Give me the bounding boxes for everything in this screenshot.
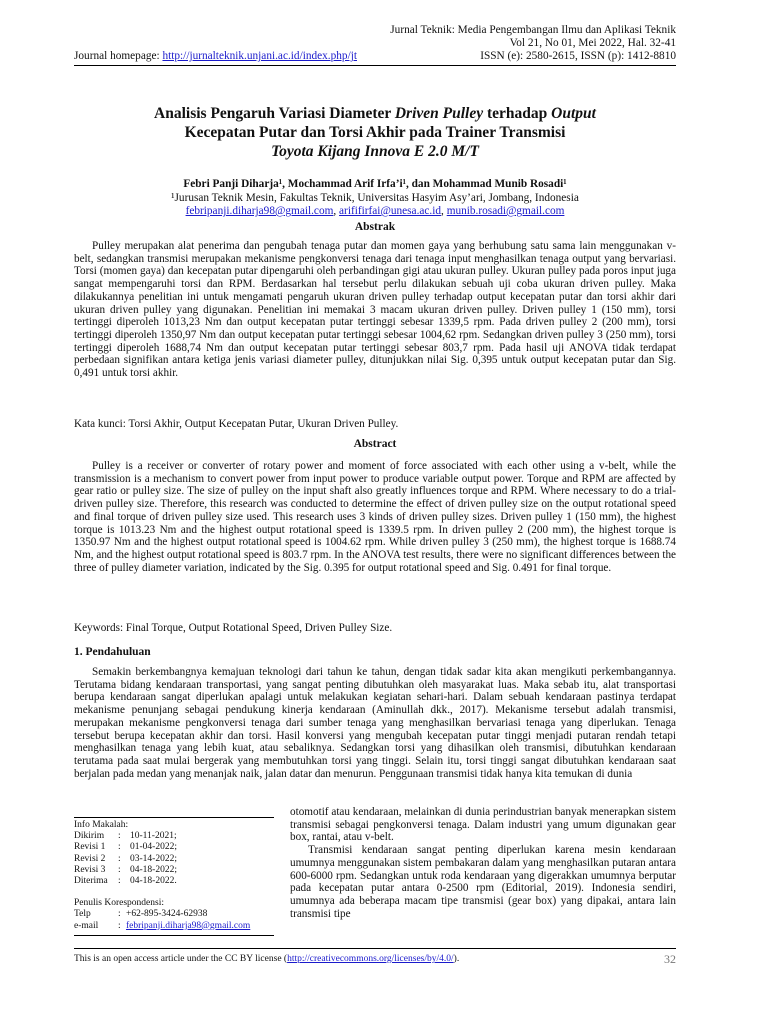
license-link[interactable]: http://creativecommons.org/licenses/by/4.0/ bbox=[287, 954, 454, 964]
info-value: 03-14-2022; bbox=[130, 853, 177, 864]
header-divider bbox=[74, 65, 676, 66]
title-text: Analisis Pengaruh Variasi Diameter bbox=[154, 105, 395, 122]
issn-info: ISSN (e): 2580-2615, ISSN (p): 1412-8810 bbox=[480, 50, 676, 62]
intro-paragraph-1: Semakin berkembangnya kemajuan teknologi dari tahun ke tahun, dengan tidak sadar kita akan mengikuti perkembangannya. Terutama bidang kendaraan transportasi, yang sangat penting dibutuhkan oleh masyarakat luas. Maka sebab itu, alat transportasi berupa kendaraan sangat diperlukan apalagi untuk melakukan kegiatan sehari-hari. Dalam sebuah kendaraan pastinya terdapat mekanisme penunjang sebagai pendukung kinerja kendaraan (Aminullah dkk., 2017). Mekanisme tersebut adalah transmisi, merupakan mekanisme pengkonversi tenaga dari sumber tenaga yang menghasilkan bervariasi tenaga yang diperlukan. Tenaga tersebut berupa kecepatan akhir dan torsi. Hasil konversi yang mengubah kecepatan putar tinggi menjadi putaran rendah tetapi menghasilkan tenaga yang lebih kuat, atau sebaliknya. Sedangkan torsi yang dihasilkan oleh transmisi, dibutuhkan kendaraan terutama pada saat mulai bergerak yang membutuhkan torsi yang tinggi. Selain itu, torsi tinggi sangat dibutuhkan kendaraan saat berjalan pada medan yang menanjak naik, jalan datar dan menurun. Penggunaan transmisi tidak hanya kita temukan di dunia bbox=[74, 666, 676, 780]
info-colon: : bbox=[118, 864, 121, 875]
info-row bbox=[74, 921, 250, 932]
keywords: Keywords: Final Torque, Output Rotational Speed, Driven Pulley Size. bbox=[74, 622, 393, 634]
license-text: This is an open access article under the CC BY license ( bbox=[74, 954, 288, 964]
info-row bbox=[74, 842, 177, 853]
info-colon: : bbox=[118, 920, 121, 931]
intro-right-column bbox=[290, 806, 676, 920]
info-colon: : bbox=[118, 909, 121, 920]
info-value: 04-18-2022; bbox=[130, 864, 177, 875]
info-divider bbox=[74, 817, 274, 818]
info-label: Diterima bbox=[74, 876, 108, 887]
title-italic: Output bbox=[551, 105, 596, 122]
license-text: ). bbox=[453, 954, 460, 964]
author-emails bbox=[74, 205, 676, 218]
info-value: 01-04-2022; bbox=[130, 842, 177, 853]
info-row bbox=[74, 854, 177, 865]
correspondence-table bbox=[74, 909, 250, 931]
article-info-box bbox=[74, 817, 274, 938]
affiliation: ¹Jurusan Teknik Mesin, Fakultas Teknik, Universitas Hasyim Asy’ari, Jombang, Indonesia bbox=[171, 192, 579, 204]
footer-divider bbox=[74, 948, 676, 949]
intro-paragraph-1-cont: otomotif atau kendaraan, melainkan di dunia perindustrian banyak menerapkan sistem transmisi sebagai pengkonversi tenaga. Dalam industri yang umum digunakan gear box, rantai, atau v-belt. bbox=[290, 806, 676, 844]
info-label: Revisi 3 bbox=[74, 864, 106, 875]
info-label: Revisi 1 bbox=[74, 842, 106, 853]
info-label: Telp bbox=[74, 909, 91, 920]
homepage-link[interactable]: http://jurnalteknik.unjani.ac.id/index.php/jt bbox=[162, 50, 357, 62]
abstract-heading: Abstract bbox=[353, 438, 397, 450]
info-label: Dikirim bbox=[74, 831, 105, 842]
email-link-1[interactable]: febripanji.diharja98@gmail.com bbox=[185, 205, 334, 217]
title-italic: Driven Pulley bbox=[394, 105, 484, 122]
info-dates-table bbox=[74, 831, 177, 887]
email-link-3[interactable]: munib.rosadi@gmail.com bbox=[446, 205, 565, 217]
phone-number: +62-895-3424-62938 bbox=[126, 909, 208, 920]
intro-paragraph-2: Transmisi kendaraan sangat penting diperlukan karena mesin kendaraan umumnya menggunakan sistem pembakaran dalam yang menghasilkan putaran antara 600-6000 rpm. Sedangkan untuk roda kendaraan yang digerakkan umumnya berputar pada kecepatan putar antara 0-2500 rpm (Editorial, 2019). Indonesia sendiri, umumnya ada beberapa macam tipe transmisi (gear box) yang dipakai, antara lain transmisi tipe bbox=[290, 844, 676, 920]
correspondence-title: Penulis Korespondensi: bbox=[74, 898, 164, 909]
info-row bbox=[74, 909, 250, 920]
info-colon: : bbox=[118, 831, 121, 842]
kata-kunci: Kata kunci: Torsi Akhir, Output Kecepatan Putar, Ukuran Driven Pulley. bbox=[74, 418, 399, 430]
section-heading: 1. Pendahuluan bbox=[74, 646, 151, 658]
email-link-2[interactable]: arififirfai@unesa.ac.id bbox=[339, 205, 442, 217]
info-row bbox=[74, 876, 177, 887]
paper-title bbox=[74, 104, 676, 161]
abstrak-heading: Abstrak bbox=[354, 221, 396, 233]
correspondence-email-link[interactable]: febripanji.diharja98@gmail.com bbox=[126, 920, 251, 931]
info-label: e-mail bbox=[74, 920, 99, 931]
separator: , bbox=[333, 205, 340, 217]
title-line-2: Kecepatan Putar dan Torsi Akhir pada Trainer Transmisi bbox=[184, 124, 566, 141]
info-row bbox=[74, 831, 177, 842]
abstract-body: Pulley is a receiver or converter of rotary power and moment of force associated with each other using a v-belt, while the transmission is a mechanism to convert power from input power to produce variable output power. Torque and RPM are affected by gear ratio or pulley size. The size of pulley on the input shaft also greatly influences torque and RPM. Where necessary to do a trial-driven pulley size. Therefore, this research was conducted to determine the effect of driven pulley size on the output rotational speed and final torque of driven pulley size used. This research uses 3 kinds of driven pulley sizes. Driven pulley 1 (150 mm), the highest torque is 1013.23 Nm and the highest output rotational speed is 1339.5 rpm. In driven pulley 2 (200 mm), the highest torque is 1350.97 Nm and the highest output rotational speed is 1004.62 rpm. While driven pulley 3 (250 mm), the highest torque is 1688.74 Nm, and the highest output rotational speed is 803.7 rpm. In the ANOVA test results, there were no significant differences between the three of pulley diameter variation, indicated by the Sig. 0.395 for output rotational speed and Sig. 0.491 for final torque. bbox=[74, 460, 677, 574]
info-colon: : bbox=[118, 842, 121, 853]
title-line-3: Toyota Kijang Innova E 2.0 M/T bbox=[271, 143, 479, 160]
abstrak-body: Pulley merupakan alat penerima dan pengubah tenaga putar dan momen gaya yang berhubung satu sama lain menggunakan v-belt, sedangkan transmisi merupakan mekanisme pengkonversi tenaga dari tenaga input menghasilkan tenaga output yang bervariasi. Torsi (momen gaya) dan kecepatan putar dipengaruhi oleh perbandingan gigi atau ukuran pulley. Ukuran pulley pada poros input juga sangat mempengaruhi torsi dan RPM. Berdasarkan hal tersebut perlu dilakukan sebuah uji coba ukuran driven pulley. Maka dilakukannya penelitian ini untuk mengamati pengaruh ukuran driven pulley terhadap output kecepatan putar dan torsi akhir dari ukuran driven pulley yang digunakan. Penelitian ini memakai 3 macam ukuran driven pulley. Driven pulley 1 (150 mm), torsi tertinggi diperoleh 1013,23 Nm dan output kecepatan putar tertinggi sebesar 1339,5 rpm. Pada driven pulley 2 (200 mm), torsi tertinggi diperoleh 1350,97 Nm dan output kecepatan putar tertinggi sebesar 1004,62 rpm. Sedangkan driven pulley 3 (250 mm), torsi tertinggi diperoleh 1688,74 Nm dan output kecepatan putar tertinggi sebesar 803,7 rpm. Pada hasil uji ANOVA tidak terdapat perbedaan signifikan antara ketiga jenis variasi diameter pulley, ditunjukkan nilai Sig. 0,395 untuk output kecepatan putar dan Sig. 0,491 untuk torsi akhir. bbox=[74, 240, 676, 380]
info-row bbox=[74, 865, 177, 876]
info-colon: : bbox=[118, 853, 121, 864]
info-colon: : bbox=[118, 876, 121, 887]
volume-info: Vol 21, No 01, Mei 2022, Hal. 32-41 bbox=[509, 37, 676, 49]
journal-name: Jurnal Teknik: Media Pengembangan Ilmu dan Aplikasi Teknik bbox=[390, 24, 676, 36]
separator: , bbox=[441, 205, 447, 217]
affiliation-block bbox=[74, 192, 676, 218]
info-label: Revisi 2 bbox=[74, 853, 106, 864]
journal-header bbox=[390, 24, 676, 50]
info-divider bbox=[74, 935, 274, 936]
page-number: 32 bbox=[664, 952, 676, 966]
info-title: Info Makalah: bbox=[74, 820, 129, 830]
homepage-label: Journal homepage: bbox=[74, 50, 163, 62]
title-text: terhadap bbox=[483, 105, 552, 122]
homepage-line bbox=[74, 50, 357, 63]
info-value: 10-11-2021; bbox=[130, 831, 177, 842]
author-list: Febri Panji Diharja¹, Mochammad Arif Irfa’i¹, dan Mohammad Munib Rosadi¹ bbox=[183, 178, 567, 190]
license-footer bbox=[74, 954, 459, 964]
info-value: 04-18-2022. bbox=[130, 876, 177, 887]
